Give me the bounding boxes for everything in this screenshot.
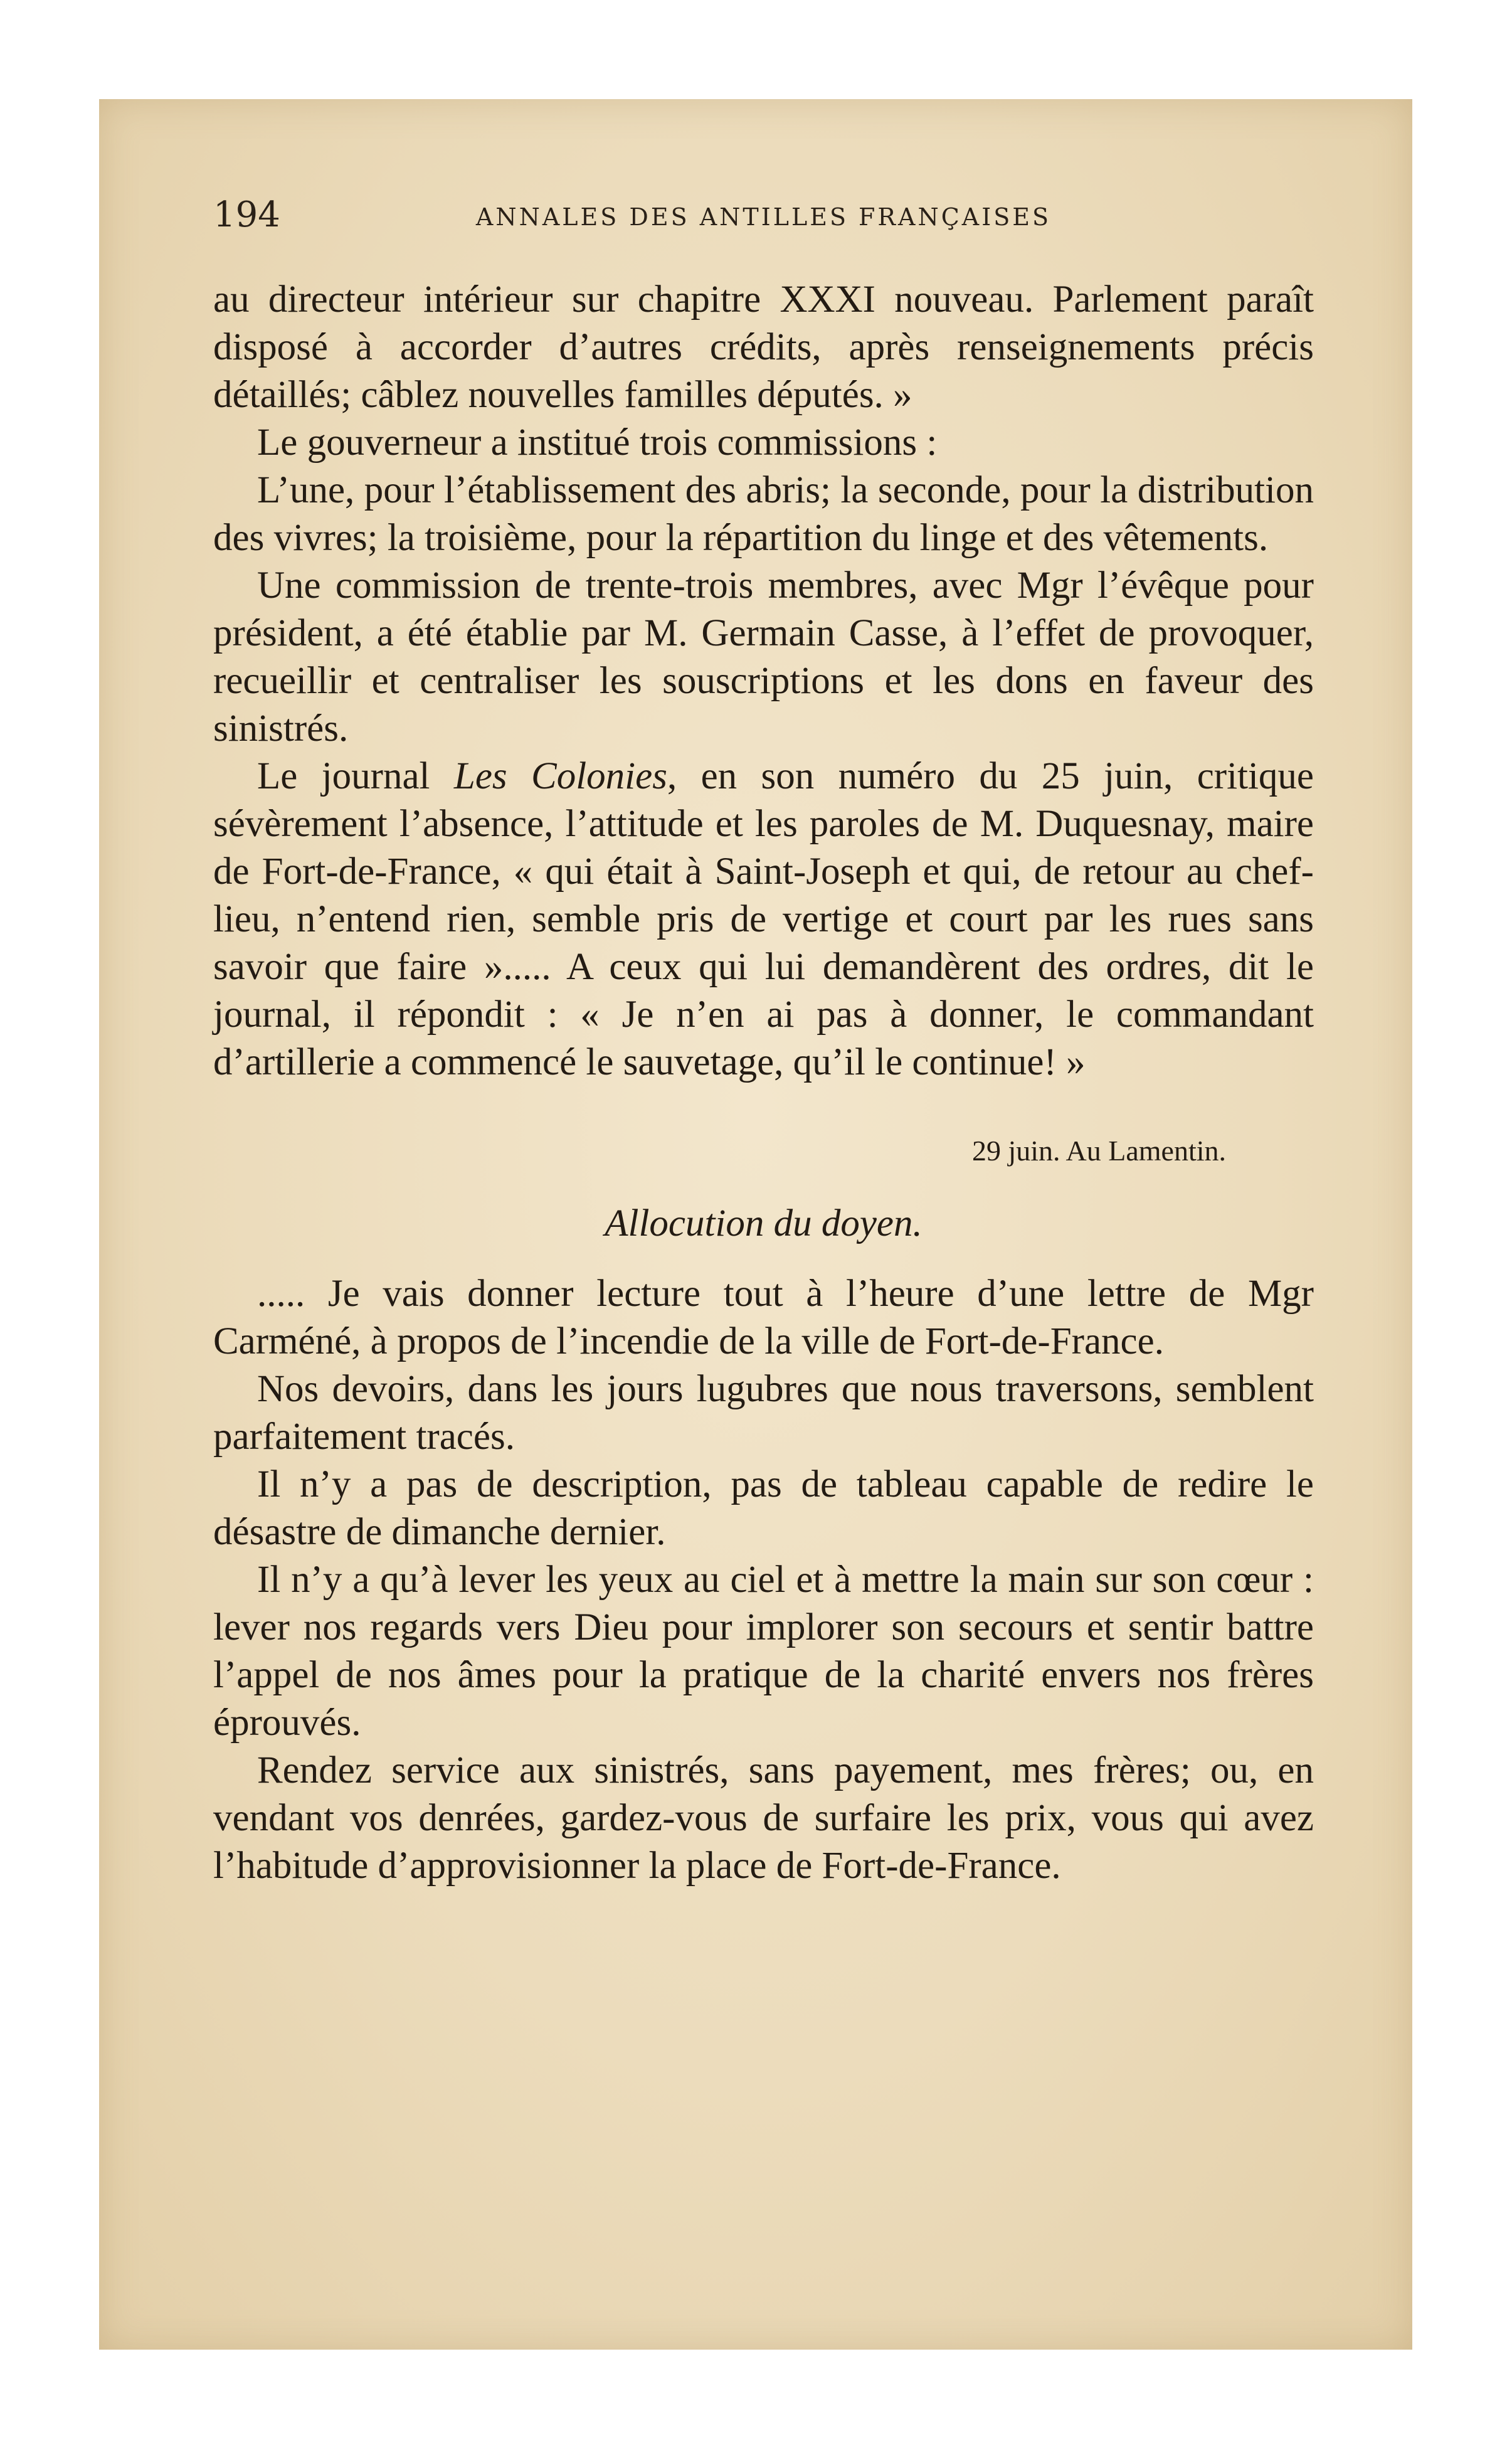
paragraph-commission-list: L’une, pour l’établissement des abris; la seconde, pour la distribution des vivres; la troisième, pour la répartition du linge et des vêtements. xyxy=(213,469,1314,559)
paragraph-commission-33: Une commission de trente-trois membres, avec Mgr l’évêque pour président, a été établie par M. Germain Casse, à l’effet de provoquer, recueillir et centraliser les souscriptions et les dons en faveur des sinistrés. xyxy=(213,565,1314,750)
paragraph-journal xyxy=(213,753,1314,1086)
journal-text-rest: , en son numéro du 25 juin, critique sévèrement l’absence, l’attitude et les paroles de M. Duquesnay, maire de Fort-de-France, « qui était à Saint-Joseph et qui, de retour au chef-lieu, n’entend rien, semble pris de vertige et court par les rues sans savoir que faire »..... A ceux qui lui demandèrent des ordres, dit le journal, il répondit : « Je n’en ai pas à donner, le commandant d’artillerie a commencé le sauvetage, qu’il le continue! » xyxy=(213,755,1314,1083)
journal-text-start: Le journal xyxy=(257,755,454,797)
paragraph-allocution-2: Nos devoirs, dans les jours lugubres que nous traversons, semblent parfaitement tracés. xyxy=(213,1368,1314,1458)
paragraph-commissions: Le gouverneur a institué trois commissions : xyxy=(257,422,938,464)
paragraph-continuation: au directeur intérieur sur chapitre XXXI nouveau. Parlement paraît disposé à accorder d’autres crédits, après renseignements précis détaillés; câblez nouvelles familles députés. » xyxy=(213,278,1314,416)
running-title: ANNALES DES ANTILLES FRANÇAISES xyxy=(475,203,1052,231)
dateline: 29 juin. Au Lamentin. xyxy=(971,1135,1226,1167)
page-header xyxy=(213,188,1314,245)
paragraph-allocution-3: Il n’y a pas de description, pas de tableau capable de redire le désastre de dimanche dernier. xyxy=(213,1463,1314,1553)
page-number: 194 xyxy=(213,194,280,235)
journal-title-italic: Les Colonies xyxy=(453,755,667,797)
paragraph-allocution-4: Il n’y a qu’à lever les yeux au ciel et à mettre la main sur son cœur : lever nos regards vers Dieu pour implorer son secours et sentir battre l’appel de nos âmes pour la pratique de la charité envers nos frères éprouvés. xyxy=(213,1559,1314,1744)
paragraph-allocution-5: Rendez service aux sinistrés, sans payement, mes frères; ou, en vendant vos denrées, gardez-vous de surfaire les prix, vous qui avez l’habitude d’approvisionner la place de Fort-de-France. xyxy=(213,1749,1314,1887)
section-title: Allocution du doyen. xyxy=(605,1202,923,1244)
paragraph-allocution-1: ..... Je vais donner lecture tout à l’heure d’une lettre de Mgr Carméné, à propos de l’incendie de la ville de Fort-de-France. xyxy=(213,1273,1314,1362)
body-text xyxy=(213,276,1314,1890)
